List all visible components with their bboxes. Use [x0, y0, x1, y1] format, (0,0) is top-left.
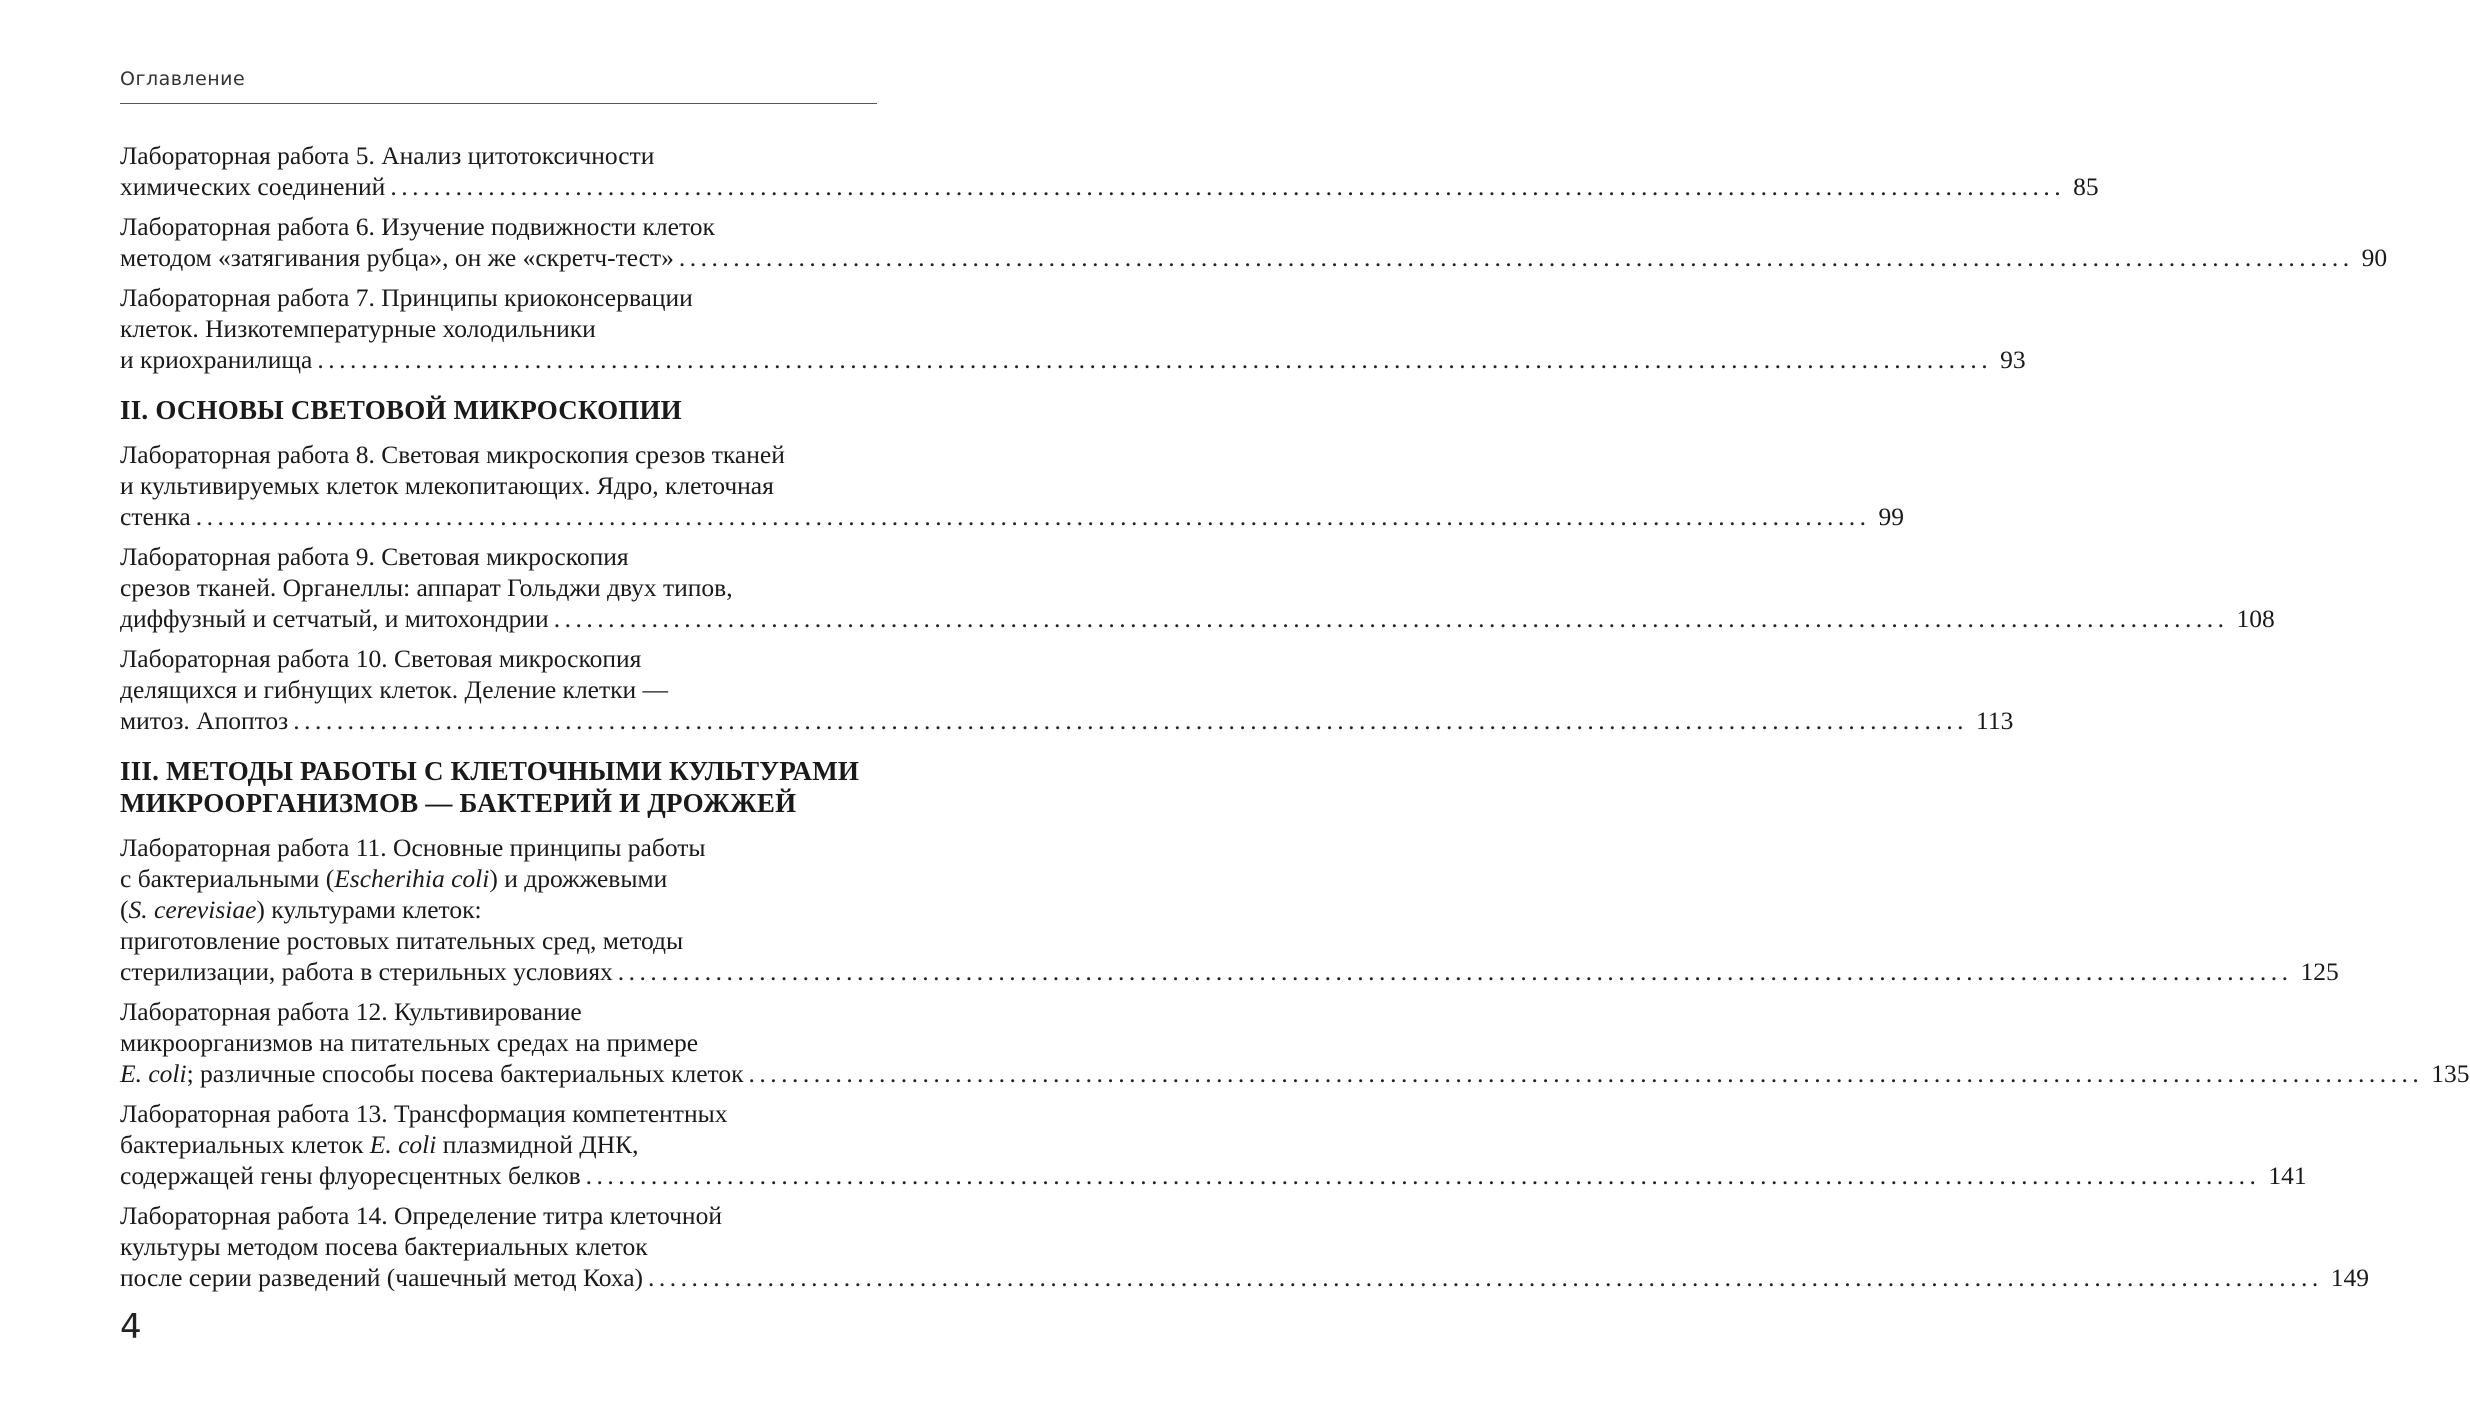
entry-text: методом «затягивания рубца», он же «скретч-тест»: [120, 243, 674, 272]
entry-text-line: делящихся и гибнущих клеток. Деление клетки —: [120, 675, 669, 704]
entry-text-line: микроорганизмов на питательных средах на примере: [120, 1028, 699, 1057]
dot-leader: ..........................................................................................................................................................: [553, 604, 2229, 633]
toc-entry-lab-5[interactable]: [120, 140, 2099, 202]
section-heading-line: МИКРООРГАНИЗМОВ — БАКТЕРИЙ И ДРОЖЖЕЙ: [120, 788, 797, 818]
section-heading-3: [120, 755, 877, 819]
entry-text: ; различные способы посева бактериальных клеток: [186, 1059, 744, 1088]
entry-text-line: Лабораторная работа 10. Световая микроскопия: [120, 644, 642, 673]
entry-text-line: Лабораторная работа 9. Световая микроскопия: [120, 542, 629, 571]
dot-leader: ..........................................................................................................................................................: [390, 172, 2066, 201]
entry-text: бактериальных клеток: [120, 1130, 370, 1159]
entry-text: стенка: [120, 502, 191, 531]
entry-text-line: [120, 863, 877, 894]
entry-text-line: срезов тканей. Органеллы: аппарат Гольджи двух типов,: [120, 573, 733, 602]
page-ref: 113: [1976, 706, 2014, 735]
entry-text-line: Лабораторная работа 14. Определение титра клеточной: [120, 1201, 722, 1230]
entry-text-line: приготовление ростовых питательных сред, методы: [120, 926, 684, 955]
entry-text: (: [120, 895, 129, 924]
entry-last-line: [120, 1160, 2307, 1191]
species-name: E. coli: [120, 1059, 187, 1088]
dot-leader: ..........................................................................................................................................................: [748, 1059, 2424, 1088]
dot-leader: ..........................................................................................................................................................: [195, 502, 1871, 531]
page-ref: 99: [1878, 502, 1904, 531]
entry-text: диффузный и сетчатый, и митохондрии: [120, 604, 549, 633]
page-ref: 85: [2073, 172, 2099, 201]
entry-text-line: Лабораторная работа 6. Изучение подвижности клеток: [120, 212, 715, 241]
toc-entry-lab-8[interactable]: [120, 439, 1904, 532]
entry-text-line: [120, 894, 877, 925]
entry-text: [120, 1058, 744, 1089]
toc-entry-lab-10[interactable]: [120, 643, 2014, 736]
header-rule: [120, 103, 877, 104]
entry-text-line: Лабораторная работа 13. Трансформация компетентных: [120, 1099, 728, 1128]
dot-leader: ..........................................................................................................................................................: [648, 1263, 2323, 1292]
entry-text: стерилизации, работа в стерильных условиях: [120, 957, 613, 986]
entry-last-line: [120, 956, 2339, 987]
entry-last-line: [120, 1058, 2470, 1089]
running-head: Оглавление: [120, 68, 246, 90]
entry-last-line: [120, 1262, 2370, 1293]
toc-entry-lab-11[interactable]: [120, 832, 2339, 987]
entry-text-line: Лабораторная работа 12. Культивирование: [120, 997, 582, 1026]
toc-entry-lab-9[interactable]: [120, 541, 2275, 634]
entry-last-line: [120, 242, 2388, 273]
entry-text-line: Лабораторная работа 7. Принципы криоконсервации: [120, 283, 693, 312]
entry-text-line: Лабораторная работа 8. Световая микроскопия срезов тканей: [120, 440, 785, 469]
entry-text: и криохранилища: [120, 345, 313, 374]
page-ref: 93: [2000, 345, 2026, 374]
entry-text: содержащей гены флуоресцентных белков: [120, 1161, 581, 1190]
entry-text: с бактериальными (: [120, 864, 335, 893]
entry-text: митоз. Апоптоз: [120, 706, 289, 735]
page-ref: 125: [2300, 957, 2339, 986]
entry-last-line: [120, 705, 2014, 736]
entry-text: плазмидной ДНК,: [436, 1130, 639, 1159]
dot-leader: ..........................................................................................................................................................: [617, 957, 2293, 986]
entry-text-line: Лабораторная работа 5. Анализ цитотоксичности: [120, 141, 655, 170]
page-ref: 141: [2268, 1161, 2307, 1190]
dot-leader: ..........................................................................................................................................................: [585, 1161, 2261, 1190]
dot-leader: ..........................................................................................................................................................: [678, 243, 2354, 272]
entry-last-line: [120, 344, 2026, 375]
entry-text: химических соединений: [120, 172, 386, 201]
section-heading-2: II. ОСНОВЫ СВЕТОВОЙ МИКРОСКОПИИ: [120, 395, 682, 425]
species-name: S. cerevisiae: [128, 895, 257, 924]
page-ref: 108: [2236, 604, 2275, 633]
entry-last-line: [120, 603, 2275, 634]
dot-leader: ..........................................................................................................................................................: [293, 706, 1969, 735]
entry-last-line: [120, 171, 2099, 202]
entry-text: после серии разведений (чашечный метод Коха): [120, 1263, 644, 1292]
page-number: 4: [120, 1307, 142, 1347]
entry-text: ) культурами клеток:: [256, 895, 482, 924]
section-heading-line: III. МЕТОДЫ РАБОТЫ С КЛЕТОЧНЫМИ КУЛЬТУРАМИ: [120, 756, 860, 786]
page-ref: 90: [2361, 243, 2388, 272]
table-of-contents: [120, 140, 2470, 1302]
toc-entry-lab-7[interactable]: [120, 282, 2026, 375]
toc-entry-lab-13[interactable]: [120, 1098, 2307, 1191]
entry-text: ) и дрожжевыми: [489, 864, 668, 893]
toc-entry-lab-12[interactable]: [120, 996, 2470, 1089]
entry-last-line: [120, 501, 1904, 532]
entry-text-line: культуры методом посева бактериальных клеток: [120, 1232, 648, 1261]
toc-entry-lab-14[interactable]: [120, 1200, 2370, 1293]
entry-text-line: и культивируемых клеток млекопитающих. Ядро, клеточная: [120, 471, 774, 500]
dot-leader: ..........................................................................................................................................................: [317, 345, 1993, 374]
species-name: Escherihia coli: [334, 864, 490, 893]
page-ref: 149: [2330, 1263, 2370, 1292]
entry-text-line: [120, 1129, 877, 1160]
entry-text-line: Лабораторная работа 11. Основные принципы работы: [120, 833, 706, 862]
page-ref: 135: [2431, 1059, 2470, 1088]
toc-entry-lab-6[interactable]: [120, 211, 2388, 273]
species-name: E. coli: [369, 1130, 437, 1159]
entry-text-line: клеток. Низкотемпературные холодильники: [120, 314, 596, 343]
